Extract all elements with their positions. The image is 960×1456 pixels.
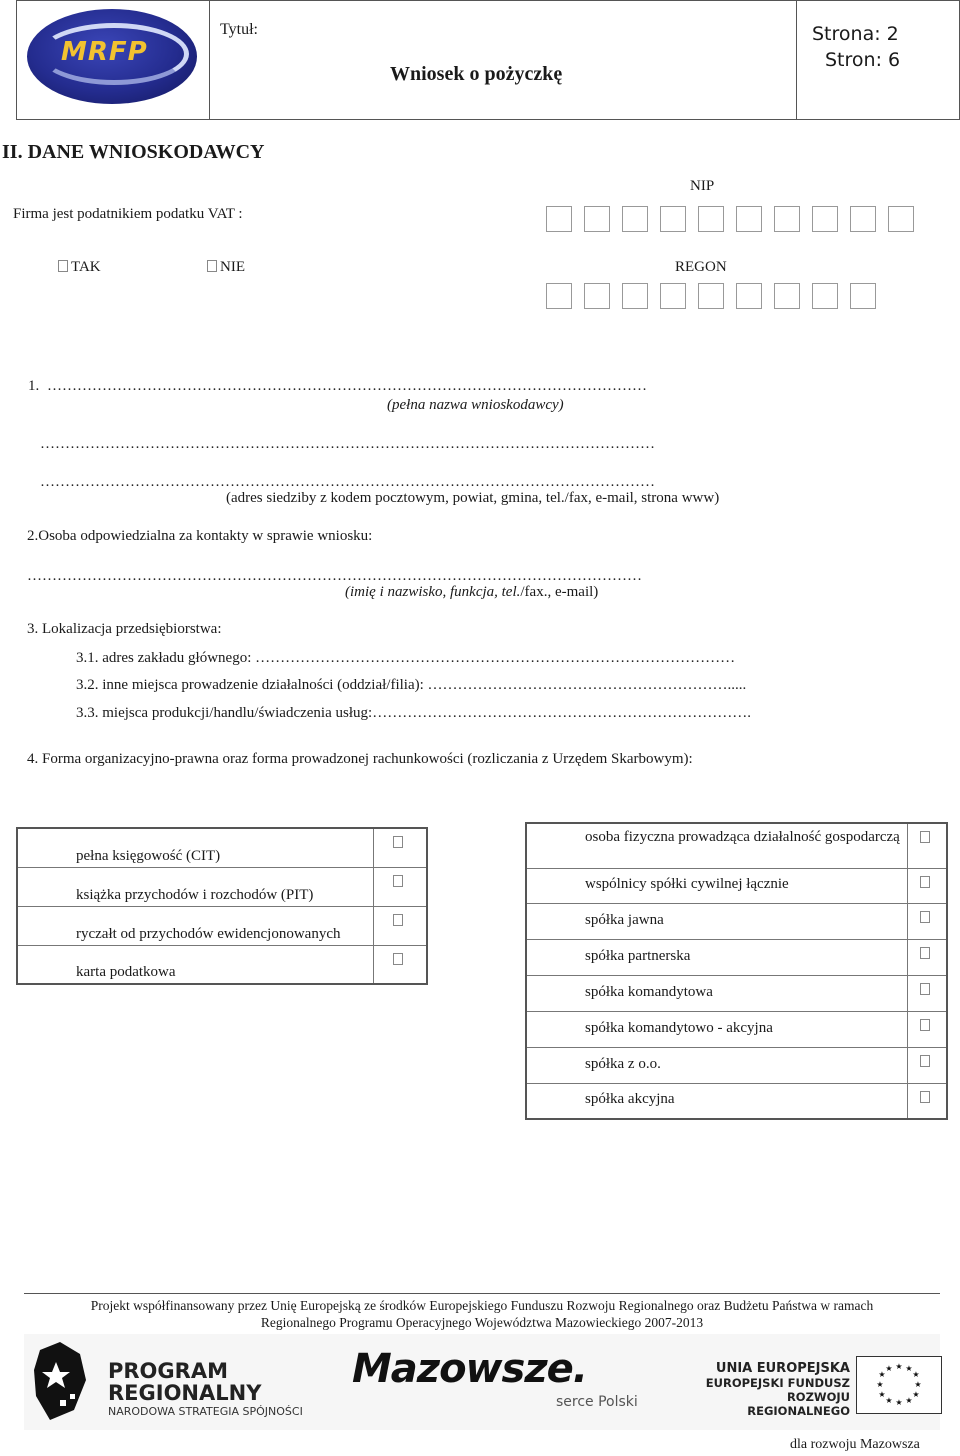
regon-digit-box[interactable] <box>622 283 648 309</box>
accounting-option-row[interactable] <box>17 906 427 945</box>
accounting-checkbox[interactable] <box>393 836 403 848</box>
accounting-option-label: książka przychodów i rozchodów (PIT) <box>17 867 373 906</box>
svg-text:★: ★ <box>895 1362 903 1371</box>
svg-text:★: ★ <box>878 1390 886 1399</box>
svg-text:★: ★ <box>914 1380 922 1389</box>
legal-form-checkbox[interactable] <box>920 983 930 995</box>
accounting-option-label: pełna księgowość (CIT) <box>17 828 373 867</box>
vat-nie-option[interactable]: NIE <box>207 259 245 276</box>
legal-form-option-row[interactable] <box>526 1047 947 1083</box>
nie-checkbox[interactable] <box>207 260 217 272</box>
legal-form-option-row[interactable] <box>526 868 947 903</box>
company-name-field[interactable]: ………………………………………………………………………………………………………… <box>47 378 647 394</box>
nip-digit-box[interactable] <box>850 206 876 232</box>
legal-form-checkbox[interactable] <box>920 1055 930 1067</box>
svg-text:★: ★ <box>912 1370 920 1379</box>
legal-form-option-row[interactable] <box>526 975 947 1011</box>
legal-form-option-label: spółka komandytowo - akcyjna <box>526 1011 907 1047</box>
accounting-option-label: karta podatkowa <box>17 945 373 984</box>
legal-form-option-label: spółka akcyjna <box>526 1083 907 1119</box>
contact-person-field[interactable]: …………………………………………………………………………………………………………… <box>27 568 642 584</box>
regon-label: REGON <box>675 259 727 275</box>
page-count: Stron: 6 <box>825 49 901 71</box>
eu-fund-text: UNIA EUROPEJSKA EUROPEJSKI FUNDUSZ ROZWOJU REGIONALNEGO <box>705 1361 850 1418</box>
accounting-option-row[interactable] <box>17 945 427 984</box>
legal-form-option-label: wspólnicy spółki cywilnej łącznie <box>526 868 907 903</box>
legal-form-option-label: spółka z o.o. <box>526 1047 907 1083</box>
contact-person-label: 2.Osoba odpowiedzialna za kontakty w sprawie wniosku: <box>27 528 373 544</box>
company-name-caption: (pełna nazwa wnioskodawcy) <box>387 397 564 413</box>
contact-person-caption: (imię i nazwisko, funkcja, tel./fax., e-mail) <box>345 584 599 600</box>
accounting-option-row[interactable] <box>17 828 427 867</box>
legal-form-option-row[interactable] <box>526 1083 947 1119</box>
accounting-checkbox[interactable] <box>393 914 403 926</box>
serce-polski-caption: serce Polski <box>556 1394 638 1410</box>
svg-text:★: ★ <box>885 1364 893 1373</box>
regon-input-boxes[interactable] <box>546 283 876 309</box>
svg-text:★: ★ <box>876 1380 884 1389</box>
nip-label: NIP <box>690 178 715 194</box>
regon-digit-box[interactable] <box>584 283 610 309</box>
legal-form-option-label: spółka partnerska <box>526 939 907 975</box>
address-field-line2[interactable]: …………………………………………………………………………………………………………… <box>40 474 655 490</box>
svg-text:★: ★ <box>878 1370 886 1379</box>
regon-digit-box[interactable] <box>774 283 800 309</box>
production-locations-row[interactable]: 3.3. miejsca produkcji/handlu/świadczenia usług:…………………………………………………………………. <box>76 705 751 721</box>
page-number: Strona: 2 <box>812 23 899 45</box>
page-number-cell <box>797 1 959 119</box>
address-caption: (adres siedziby z kodem pocztowym, powiat, gmina, tel./fax, e-mail, strona www) <box>226 490 720 506</box>
legal-form-checkbox[interactable] <box>920 911 930 923</box>
legal-form-checkbox[interactable] <box>920 1091 930 1103</box>
vat-question: Firma jest podatnikiem podatku VAT : <box>13 206 243 222</box>
legal-form-option-label: spółka komandytowa <box>526 975 907 1011</box>
nip-digit-box[interactable] <box>660 206 686 232</box>
nss-caption: NARODOWA STRATEGIA SPÓJNOŚCI <box>108 1405 303 1418</box>
tak-checkbox[interactable] <box>58 260 68 272</box>
regon-digit-box[interactable] <box>812 283 838 309</box>
svg-text:★: ★ <box>905 1364 913 1373</box>
accounting-checkbox[interactable] <box>393 875 403 887</box>
legal-form-checkbox[interactable] <box>920 831 930 843</box>
nip-digit-box[interactable] <box>698 206 724 232</box>
svg-text:★: ★ <box>905 1396 913 1405</box>
nss-star-logo <box>30 1340 90 1424</box>
regon-digit-box[interactable] <box>546 283 572 309</box>
svg-text:★: ★ <box>895 1398 903 1407</box>
document-header <box>16 0 960 120</box>
mazowsze-logo: Mazowsze. <box>352 1346 587 1392</box>
nip-input-boxes[interactable] <box>546 206 914 232</box>
legal-form-checkbox[interactable] <box>920 876 930 888</box>
regon-digit-box[interactable] <box>736 283 762 309</box>
legal-form-option-row[interactable] <box>526 903 947 939</box>
nip-digit-box[interactable] <box>736 206 762 232</box>
accounting-checkbox[interactable] <box>393 953 403 965</box>
nip-digit-box[interactable] <box>774 206 800 232</box>
vat-tak-option[interactable]: TAK <box>58 259 101 276</box>
legal-form-option-row[interactable] <box>526 1011 947 1047</box>
branch-locations-row[interactable]: 3.2. inne miejsca prowadzenie działalności (oddział/filia): ……………………………………………………..... <box>76 677 747 693</box>
legal-form-option-label: spółka jawna <box>526 903 907 939</box>
accounting-option-row[interactable] <box>17 867 427 906</box>
footer-divider <box>24 1293 940 1294</box>
svg-text:★: ★ <box>912 1390 920 1399</box>
footer-tagline: dla rozwoju Mazowsza <box>790 1437 920 1452</box>
nip-digit-box[interactable] <box>622 206 648 232</box>
legal-form-label: 4. Forma organizacyjno-prawna oraz forma prowadzonej rachunkowości (rozliczania z Urzędem Skarbowym): <box>27 751 693 767</box>
legal-form-table <box>525 822 948 1120</box>
nip-digit-box[interactable] <box>584 206 610 232</box>
legal-form-checkbox[interactable] <box>920 947 930 959</box>
document-title: Wniosek o pożyczkę <box>390 63 563 85</box>
nip-digit-box[interactable] <box>812 206 838 232</box>
accounting-option-label: ryczałt od przychodów ewidencjonowanych <box>17 906 373 945</box>
address-field-line1[interactable]: …………………………………………………………………………………………………………… <box>40 436 655 452</box>
title-label: Tytuł: <box>220 21 258 38</box>
title-cell <box>210 1 797 119</box>
legal-form-checkbox[interactable] <box>920 1019 930 1031</box>
footer-cofinancing-text: Projekt współfinansowany przez Unię Europejską ze środków Europejskiego Funduszu Rozwoju Regionalnego oraz Budżetu Państwa w ramach Regionalnego Programu Operacyjnego Województwa Mazowieckiego 2007-2013 <box>90 1298 874 1330</box>
main-plant-address-row[interactable]: 3.1. adres zakładu głównego: …………………………………………………………………………………… <box>76 650 736 666</box>
regon-digit-box[interactable] <box>850 283 876 309</box>
legal-form-option-row[interactable] <box>526 939 947 975</box>
svg-text:★: ★ <box>885 1396 893 1405</box>
accounting-form-table <box>16 827 428 985</box>
nip-digit-box[interactable] <box>546 206 572 232</box>
location-label: 3. Lokalizacja przedsiębiorstwa: <box>27 621 222 637</box>
nip-digit-box[interactable] <box>888 206 914 232</box>
legal-form-option-label: osoba fizyczna prowadząca działalność gospodarczą <box>526 823 907 868</box>
regon-digit-box[interactable] <box>660 283 686 309</box>
program-regionalny-logo: PROGRAM REGIONALNY <box>108 1359 262 1405</box>
legal-form-option-row[interactable] <box>526 823 947 868</box>
section-heading: II. DANE WNIOSKODAWCY <box>2 141 265 163</box>
eu-flag-icon <box>856 1356 942 1414</box>
item1-number: 1. <box>28 378 40 394</box>
regon-digit-box[interactable] <box>698 283 724 309</box>
mrfp-logo: MRFP <box>17 1 210 119</box>
